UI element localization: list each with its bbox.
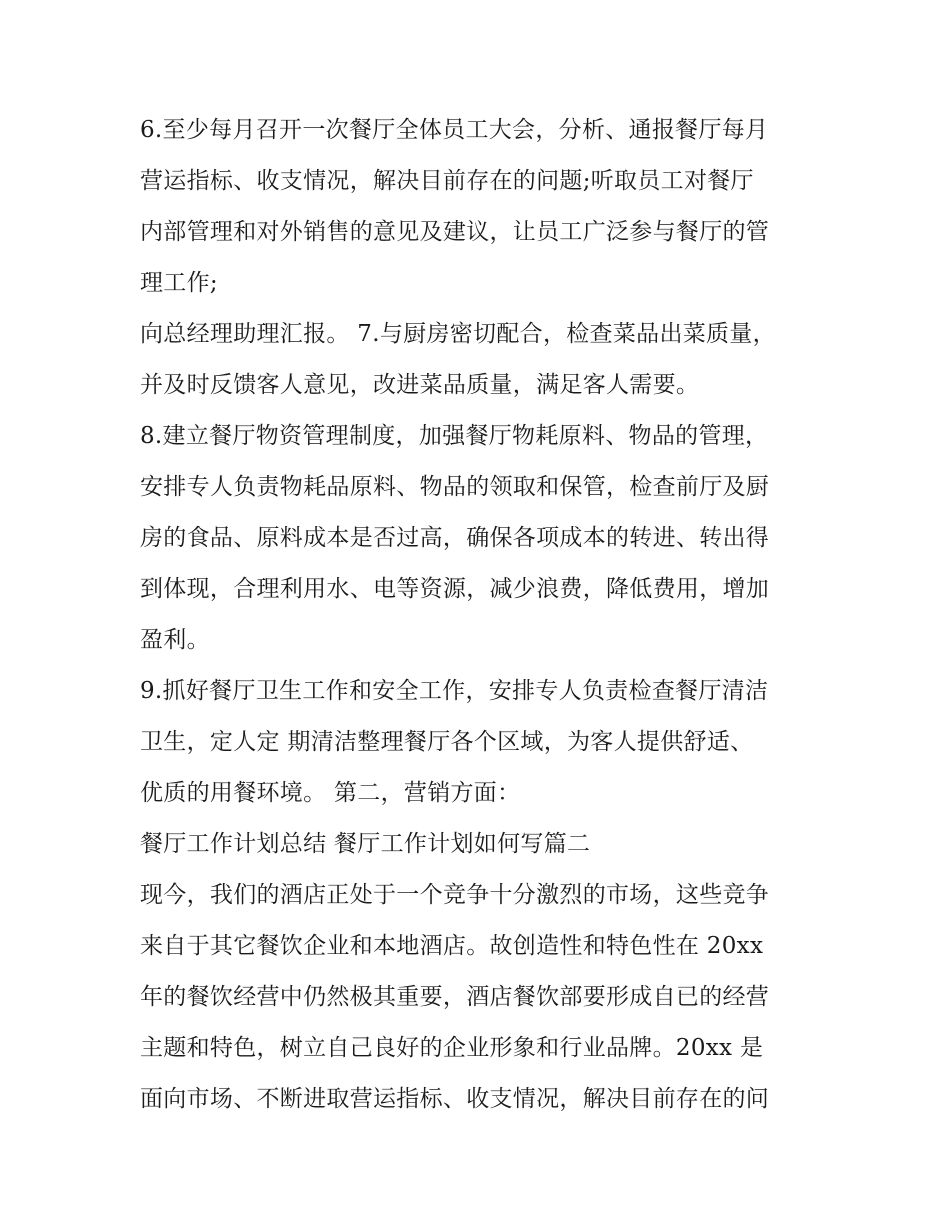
text-line: 主题和特色，树立自己良好的企业形象和行业品牌。20xx 是 <box>140 1035 764 1061</box>
text-line: 来自于其它餐饮企业和本地酒店。故创造性和特色性在 20xx <box>140 933 764 959</box>
text-line: 优质的用餐环境。 第二，营销方面： <box>140 780 521 806</box>
text-line: 年的餐饮经营中仍然极其重要，酒店餐饮部要形成自已的经营 <box>140 984 770 1010</box>
text-line: 房的食品、原料成本是否过高，确保各项成本的转进、转出得 <box>140 525 770 551</box>
text-line: 安排专人负责物耗品原料、物品的领取和保管，检查前厅及厨 <box>140 474 770 500</box>
text-line: 向总经理助理汇报。 7.与厨房密切配合，检查菜品出菜质量， <box>140 321 776 347</box>
text-line: 内部管理和对外销售的意见及建议，让员工广泛参与餐厅的管 <box>140 219 770 245</box>
text-line: 到体现，合理利用水、电等资源，减少浪费，降低费用，增加 <box>140 576 770 602</box>
text-line: 8.建立餐厅物资管理制度，加强餐厅物耗原料、物品的管理， <box>140 423 769 449</box>
section-heading: 餐厅工作计划总结 餐厅工作计划如何写篇二 <box>140 831 591 857</box>
text-line: 营运指标、收支情况，解决目前存在的问题;听取员工对餐厅 <box>140 168 754 194</box>
text-line: 盈利。 <box>140 627 210 653</box>
text-line: 理工作; <box>140 270 218 296</box>
text-line: 面向市场、不断进取营运指标、收支情况，解决目前存在的问 <box>140 1086 770 1112</box>
text-line: 现今，我们的酒店正处于一个竞争十分激烈的市场，这些竞争 <box>140 882 770 908</box>
text-line: 并及时反馈客人意见，改进菜品质量，满足客人需要。 <box>140 372 700 398</box>
text-line: 9.抓好餐厅卫生工作和安全工作，安排专人负责检查餐厅清洁 <box>140 678 769 704</box>
text-line: 卫生，定人定 期清洁整理餐厅各个区域，为客人提供舒适、 <box>140 729 754 755</box>
text-line: 6.至少每月召开一次餐厅全体员工大会，分析、通报餐厅每月 <box>140 117 769 143</box>
